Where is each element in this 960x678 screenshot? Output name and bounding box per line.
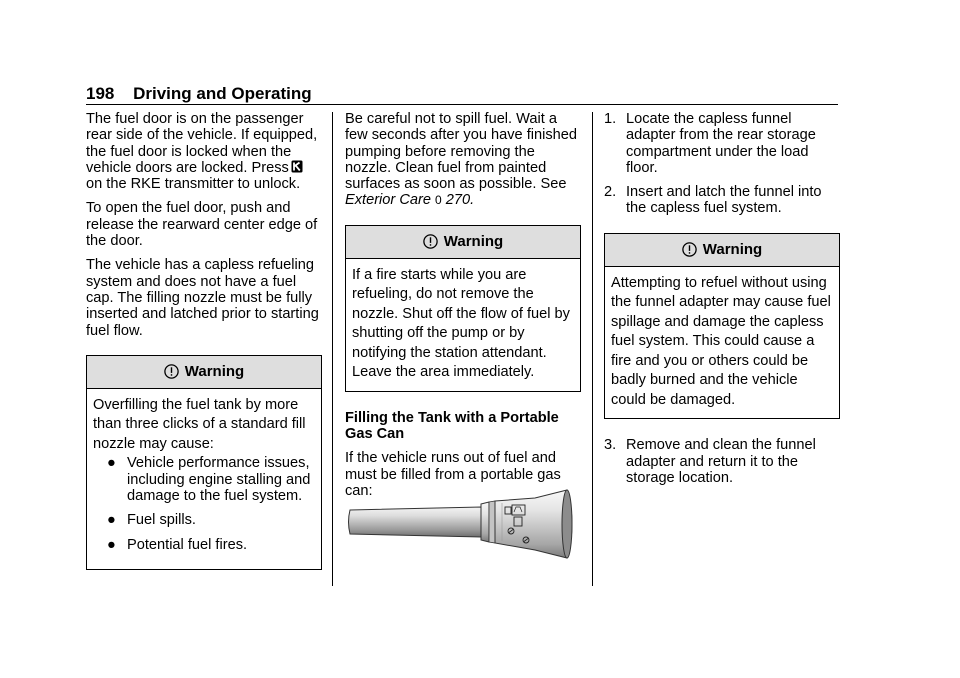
list-item: ● Vehicle performance issues, including engine stalling and damage to the fuel system. [107,455,311,504]
bullet-text: Potential fuel fires. [127,536,248,553]
fuel-door-text: The fuel door is on the passenger rear side of the vehicle. If equipped, the fuel door is locked when the vehicle doors are locked. Press [86,111,318,176]
capless-paragraph: The vehicle has a capless refueling system and does not have a fuel cap. The filling nozzle must be fully inserted and latched prior to starting fuel flow. [86,257,319,339]
spill-text: Be careful not to spill fuel. Wait a few seconds after you have finished pumping before removing the nozzle. Clean fuel from painted surfaces as soon as possible. See [345,111,578,193]
column-divider-2 [592,112,593,586]
list-item: ● Potential fuel fires. [107,536,248,553]
subheading: Filling the Tank with a Portable Gas Can [345,409,559,443]
warning-title: Warning [702,240,763,258]
warning-intro: Overfilling the fuel tank by more than three clicks of a standard fill nozzle may cause: [93,396,306,452]
cross-reference-link[interactable]: Exterior Care [345,192,431,209]
bullet-text: Vehicle performance issues, including engine stalling and damage to the fuel system. [127,455,311,504]
open-door-paragraph: To open the fuel door, push and release the rearward center edge of the door. [86,200,318,250]
step-item [604,184,840,217]
column-1 [86,111,322,588]
warning-body: If a fire starts while you are refueling, do not remove the nozzle. Shut off the flow of fuel by shutting off the pump or by notifying the station attendant. Leave the area immediately. [352,266,570,381]
warning-bullet-list [93,455,315,552]
step-text: Locate the capless funnel adapter from the rear storage compartment under the load floor. [626,111,816,176]
rke-text: on the RKE transmitter to unlock. [86,176,301,193]
warning-title: Warning [184,362,245,380]
header-rule [86,104,838,105]
warning-icon [164,364,179,379]
warning-header [87,356,321,389]
step-number: 3. [604,437,617,454]
step-number: 2. [604,184,617,201]
spill-paragraph: Be careful not to spill fuel. Wait a few seconds after you have finished pumping before removing the nozzle. Clean fuel from painted surfaces as soon as possible. See Exterior Care 0 270. [345,111,578,209]
step-item [604,437,840,486]
warning-icon [423,234,438,249]
page-number: 198 [86,84,115,103]
warning-body: Attempting to refuel without using the funnel adapter may cause fuel spillage and damage the capless fuel system. This could cause a fire and you or others could be badly burned and the vehicle could be damaged. [611,274,831,408]
bullet-text: Fuel spills. [127,512,196,529]
warning-icon [682,242,697,257]
column-3 [604,111,840,494]
steps-list-continued [604,437,840,486]
step-number: 1. [604,111,617,127]
warning-box-overfill [86,355,322,570]
fuel-door-paragraph [86,111,322,192]
warning-header [605,234,839,267]
gas-can-paragraph: If the vehicle runs out of fuel and must be filled from a portable gas can: [345,450,561,499]
step-text: Remove and clean the funnel adapter and return it to the storage location. [626,437,816,486]
warning-header [346,226,580,259]
steps-list [604,111,840,217]
step-text: Insert and latch the funnel into the capless fuel system. [626,184,822,217]
column-2 [345,111,581,507]
ref-page[interactable]: 270 [445,192,471,209]
warning-box-funnel [604,233,840,420]
funnel-adapter-illustration [345,484,577,569]
page-header [86,84,312,104]
warning-box-fire [345,225,581,392]
column-divider-1 [332,112,333,586]
warning-title: Warning [443,232,504,250]
warning-body [87,389,321,569]
list-item: ● Fuel spills. [107,512,196,529]
unlock-key-icon [291,160,303,173]
ref-symbol: 0 [435,193,442,208]
step-item [604,111,840,176]
section-title: Driving and Operating [133,84,312,103]
